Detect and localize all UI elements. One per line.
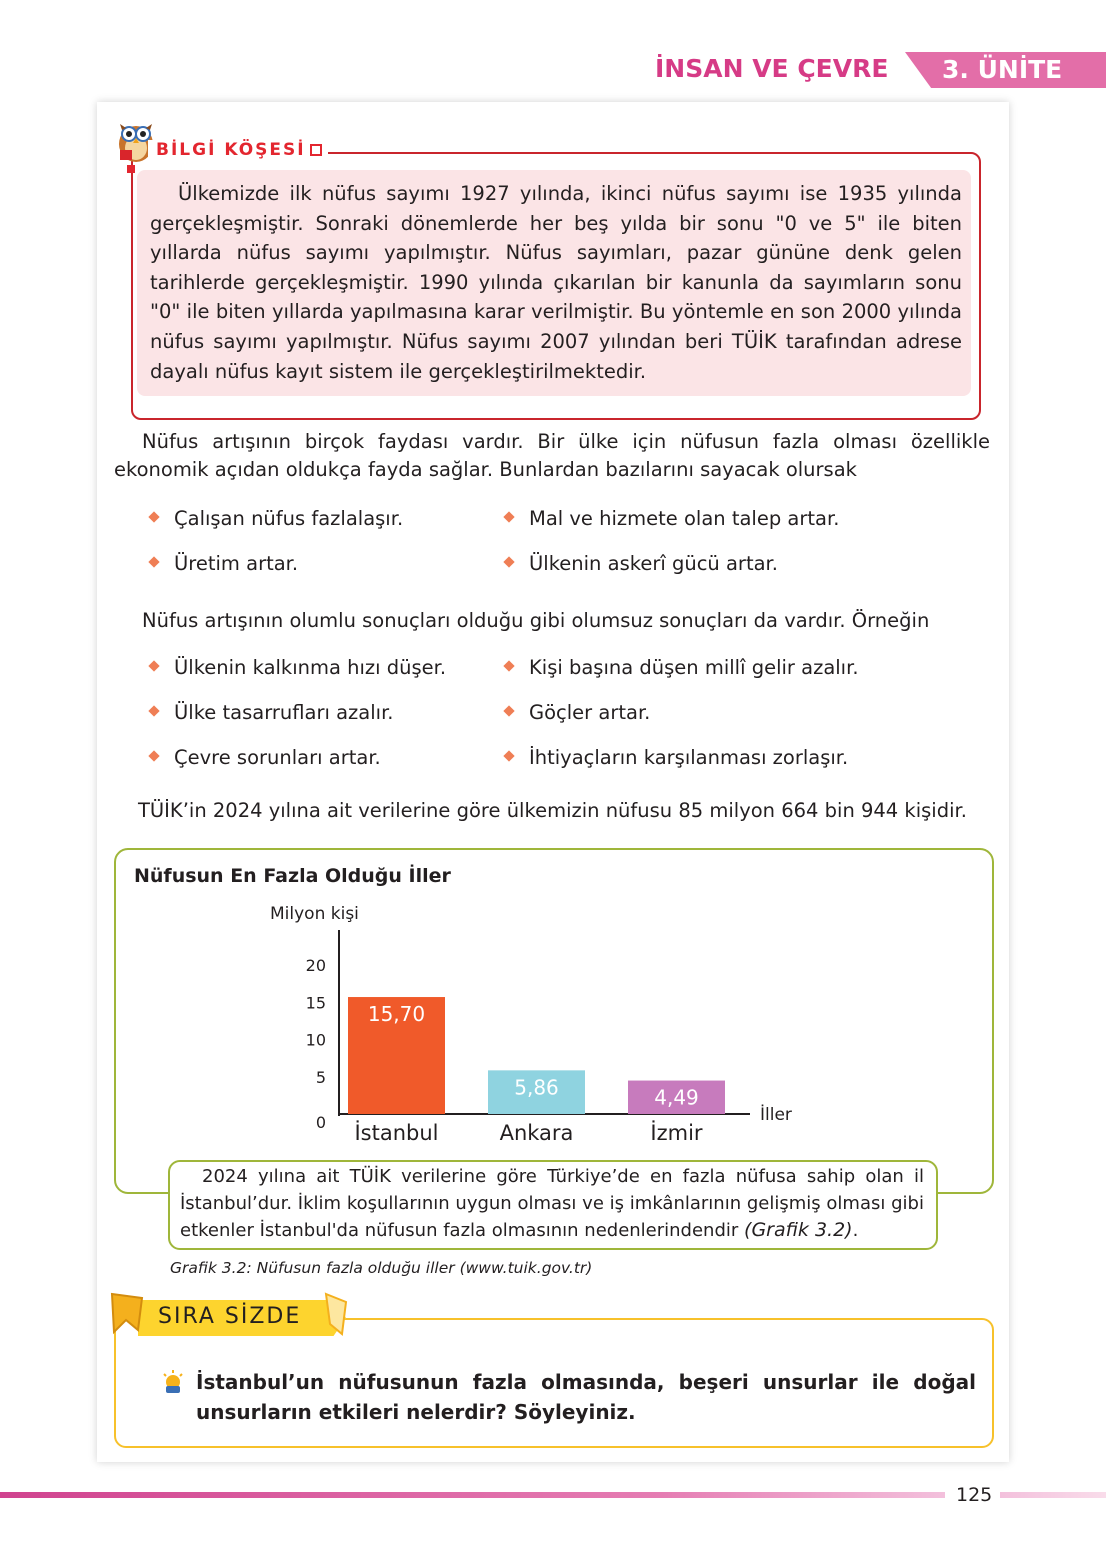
list-item (150, 746, 381, 769)
list-item (505, 701, 650, 724)
bar-value-label: 4,49 (654, 1085, 699, 1110)
chart-caption: Grafik 3.2: Nüfusun fazla olduğu iller (www.tuik.gov.tr) (170, 1259, 593, 1277)
x-category-label: Ankara (499, 1121, 574, 1145)
pennant-icon (320, 1290, 354, 1340)
square-icon (310, 144, 322, 156)
unit-tab-label: 3. ÜNİTE (942, 55, 1063, 84)
y-tick-label: 10 (305, 1030, 326, 1050)
bullet-icon (503, 705, 514, 716)
info-box-paragraph: Ülkemizde ilk nüfus sayımı 1927 yılında, ikinci nüfus sayımı ise 1935 yılında gerçekleşmiştir. Sonraki dönemlerde her beş yılda bir sonu "0 ve 5" ile biten yıllarda nüfus sayımı yapılmıştır. Nüfus sayımları, pazar gününe denk gelen tarihlerde gerçekleşmiştir. 1990 yılında çıkarılan bir kanunla da sayımların sonu "0" ile biten yıllarda yapılmasına karar verilmiştir. Bu yöntemle en son 2000 yılında nüfus sayımı yapılmıştır. Nüfus sayımı 2007 yılından beri TÜİK tarafından adrese dayalı nüfus kayıt sistem ile gerçekleştirilmektedir. (150, 182, 962, 383)
task-label: SIRA SİZDE (158, 1304, 302, 1329)
bar-value-label: 5,86 (514, 1075, 559, 1100)
footer-line-right (1000, 1492, 1106, 1498)
pennant-icon (104, 1290, 148, 1340)
list-item (150, 701, 394, 724)
y-tick-label: 20 (305, 956, 326, 975)
x-axis-label: İller (760, 1105, 792, 1125)
footer-line (0, 1492, 945, 1498)
chart-note-ref: (Grafik 3.2) (744, 1219, 853, 1241)
x-category-label: İstanbul (354, 1121, 439, 1145)
bullet-icon (148, 511, 159, 522)
bullet-icon (148, 750, 159, 761)
paragraph-population: TÜİK’in 2024 yılına ait verilerine göre ülkemizin nüfusu 85 milyon 664 bin 944 kişidir. (138, 799, 967, 822)
list-item-text: Mal ve hizmete olan talep artar. (529, 507, 840, 530)
bar-value-label: 15,70 (367, 1002, 426, 1027)
bullet-icon (503, 556, 514, 567)
info-box-marker (127, 165, 135, 173)
info-box-text (150, 179, 962, 386)
page-number: 125 (956, 1484, 993, 1506)
paragraph-benefits-text: Nüfus artışının birçok faydası vardır. Bir ülke için nüfusun fazla olması özellikle ekonomik açıdan oldukça fayda sağlar. Bunlardan bazılarını sayacak olursak (114, 430, 990, 481)
bullet-icon (503, 511, 514, 522)
list-item (505, 507, 839, 530)
paragraph-benefits (114, 428, 990, 484)
unit-title: İNSAN VE ÇEVRE (655, 54, 889, 83)
x-category-label: İzmir (650, 1121, 703, 1145)
y-tick-label: 15 (305, 993, 326, 1013)
list-item (150, 656, 446, 679)
list-item (505, 656, 859, 679)
info-box-label-text: BİLGİ KÖŞESİ (156, 140, 306, 160)
chart-note: 2024 yılına ait TÜİK verilerine göre Türkiye’de en fazla nüfusa sahip olan il İstanbul’dur. İklim koşullarının uygun olması ve iş imkânlarının gelişmiş olması gibi etkenler İstanbul'da nüfusun fazla olmasının nedenlerindendir (Grafik 3.2). (180, 1166, 924, 1241)
list-item-text: Ülke tasarrufları azalır. (174, 701, 394, 724)
list-item-text: Ülkenin kalkınma hızı düşer. (174, 656, 447, 679)
list-item (505, 552, 778, 575)
paragraph-drawbacks: Nüfus artışının olumlu sonuçları olduğu gibi olumsuz sonuçları da vardır. Örneğin (142, 609, 930, 632)
list-item (150, 552, 298, 575)
list-item-text: Çalışan nüfus fazlalaşır. (174, 507, 404, 530)
list-item (505, 746, 848, 769)
list-item-text: Üretim artar. (174, 552, 299, 575)
list-item-text: Ülkenin askerî gücü artar. (529, 552, 778, 575)
y-tick-label: 0 (315, 1113, 326, 1132)
task-question: İstanbul’un nüfusunun fazla olmasında, beşeri unsurlar ile doğal unsurların etkileri nelerdir? Söyleyiniz. (196, 1370, 976, 1424)
list-item-text: Çevre sorunları artar. (174, 746, 381, 769)
student-icon (160, 1370, 186, 1396)
list-item-text: Kişi başına düşen millî gelir azalır. (529, 656, 859, 679)
list-item-text: İhtiyaçların karşılanması zorlaşır. (529, 746, 849, 769)
bullet-icon (503, 660, 514, 671)
info-box-label (148, 140, 328, 160)
bullet-icon (503, 750, 514, 761)
y-tick-label: 5 (315, 1067, 326, 1087)
chart-title: Nüfusun En Fazla Olduğu İller (134, 865, 451, 887)
chart-note-text: 2024 yılına ait TÜİK verilerine göre Türkiye’de en fazla nüfusa sahip olan il İstanbul’dur. İklim koşullarının uygun olması ve iş imkânlarının gelişmiş olması gibi etkenler İstanbul'da nüfusun fazla olmasının nedenlerindendir (180, 1166, 924, 1241)
bullet-icon (148, 556, 159, 567)
y-axis-label: Milyon kişi (270, 904, 359, 924)
bullet-icon (148, 660, 159, 671)
list-item-text: Göçler artar. (529, 701, 651, 724)
bullet-icon (148, 705, 159, 716)
bar-chart (260, 895, 820, 1150)
list-item (150, 507, 403, 530)
